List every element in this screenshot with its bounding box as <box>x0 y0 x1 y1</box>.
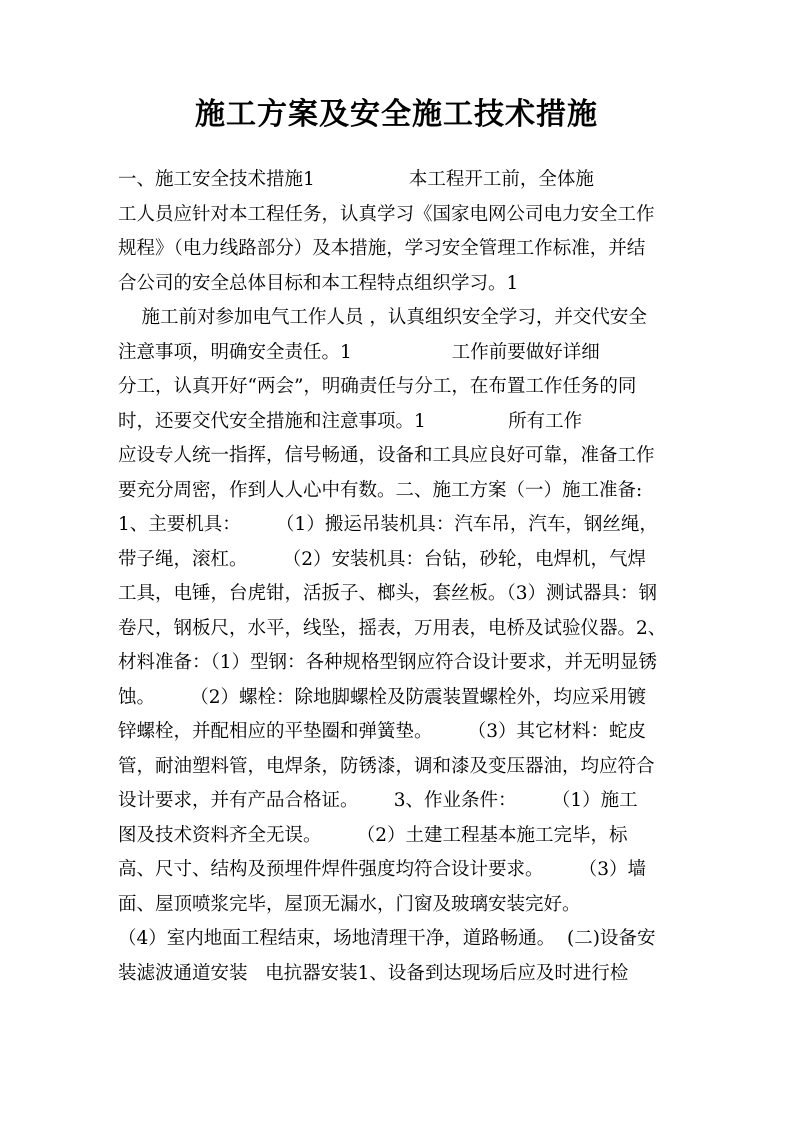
body-line: 应设专人统一指挥，信号畅通，设备和工具应良好可靠，准备工作 <box>118 445 655 466</box>
body-line: 蚀。 （2）螺栓：除地脚螺栓及防震装置螺栓外，均应采用镀 <box>118 686 647 708</box>
body-line: 装滤波通道安装 电抗器安装1、设备到达现场后应及时进行检 <box>118 962 629 984</box>
body-line: 规程》（电力线路部分）及本措施，学习安全管理工作标准，并结 <box>118 238 646 259</box>
body-line: 时，还要交代安全措施和注意事项。1 所有工作 <box>118 410 583 432</box>
body-line: 施工前对参加电气工作人员 ，认真组织安全学习，并交代安全 <box>118 307 647 328</box>
body-line: 面、屋顶喷浆完毕，屋顶无漏水，门窗及玻璃安装完好。 <box>118 893 581 915</box>
body-line: 要充分周密，作到人人心中有数。二、施工方案（一）施工准备: <box>118 479 643 501</box>
body-line: 高、尺寸、结构及预埋件焊件强度均符合设计要求。 （3）墙 <box>118 859 647 880</box>
body-line: 卷尺，钢板尺，水平，线坠，摇表，万用表，电桥及试验仪器。2、 <box>118 617 667 639</box>
body-line: 图及技术资料齐全无误。 （2）土建工程基本施工完毕，标 <box>118 824 628 846</box>
body-line: 一、施工安全技术措施1 本工程开工前，全体施 <box>118 169 594 190</box>
body-line: 工具，电锤，台虎钳，活扳子、榔头，套丝板。（3）测试器具：钢 <box>118 583 658 604</box>
body-line: 1、主要机具： （1）搬运吊装机具：汽车吊，汽车，钢丝绳， <box>118 514 658 535</box>
body-line: 锌螺栓，并配相应的平垫圈和弹簧垫。 （3）其它材料：蛇皮 <box>118 721 647 742</box>
body-line: 设计要求，并有产品合格证。 3、作业条件： （1）施工 <box>118 790 638 811</box>
document-body <box>118 163 678 991</box>
body-line: 材料准备：（1）型钢：各种规格型钢应符合设计要求，并无明显锈 <box>118 652 658 673</box>
body-line: 注意事项，明确安全责任。1 工作前要做好详细 <box>118 341 600 363</box>
body-line: （4）室内地面工程结束，场地清理干净，道路畅通。 (二)设备安 <box>118 928 656 949</box>
body-line: 管，耐油塑料管，电焊条，防锈漆，调和漆及变压器油，均应符合 <box>118 755 655 777</box>
body-line: 分工，认真开好“两会”，明确责任与分工，在布置工作任务的同 <box>118 376 637 397</box>
body-line: 工人员应针对本工程任务，认真学习《国家电网公司电力安全工作 <box>118 203 655 225</box>
document-title: 施工方案及安全施工技术措施 <box>195 97 598 132</box>
body-line: 带子绳，滚杠。 （2）安装机具：台钻，砂轮，电焊机，气焊 <box>118 548 647 570</box>
body-line: 合公司的安全总体目标和本工程特点组织学习。1 <box>118 272 519 294</box>
